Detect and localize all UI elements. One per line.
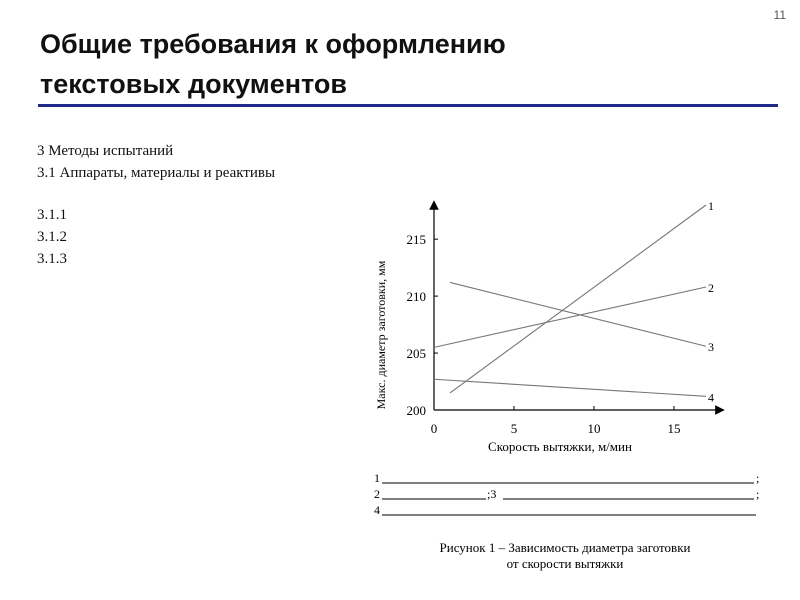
item-3-1-2: 3.1.2 [37,229,67,245]
caption-line-2: от скорости вытяжки [506,556,624,571]
section-heading: 3 Методы испытаний [37,143,174,159]
chart-axes [434,205,720,410]
legend-line-2-end: ; [756,487,760,501]
chart-ticks [407,232,681,436]
figure-caption [440,540,691,571]
series-line-4 [434,379,706,396]
subsection-heading: 3.1 Аппараты, материалы и реактивы [37,165,276,181]
x-tick-label: 10 [587,421,601,436]
x-tick-label: 5 [510,421,518,436]
series-label-2: 2 [708,281,714,295]
slide-title-line-2: текстовых документов [40,69,348,99]
item-3-1-3: 3.1.3 [37,251,67,267]
series-label-3: 3 [708,340,714,355]
series-label-1: 1 [708,199,714,213]
legend-line-1-number: 1 [374,471,380,485]
y-tick-label: 215 [406,232,426,248]
series-label-4: 4 [708,390,714,405]
chart-series [434,199,714,404]
y-axis-label: Макс. диаметр заготовки, мм [374,260,388,410]
series-line-2 [434,287,706,347]
legend-line-4-number: 4 [374,503,380,517]
x-tick-label: 0 [430,421,438,436]
x-axis-label: Скорость вытяжки, м/мин [488,439,632,454]
y-tick-label: 200 [406,403,426,418]
caption-line-1: Рисунок 1 – Зависимость диаметра заготовки [439,540,691,555]
y-tick-label: 210 [406,289,426,305]
item-3-1-1: 3.1.1 [37,207,67,223]
series-line-1 [450,205,706,393]
series-line-3 [450,282,706,346]
slide-number: 11 [773,8,786,22]
legend-line-2-number: 2 [374,487,380,501]
line-chart [374,199,720,454]
x-tick-label: 15 [667,421,681,436]
slide-title-line-1: Общие требования к оформлению [40,29,506,59]
legend-line-2-middle: ;3 [487,487,497,501]
y-tick-label: 205 [406,346,426,362]
legend-line-1-end: ; [756,471,760,485]
figure-legend [374,471,759,517]
